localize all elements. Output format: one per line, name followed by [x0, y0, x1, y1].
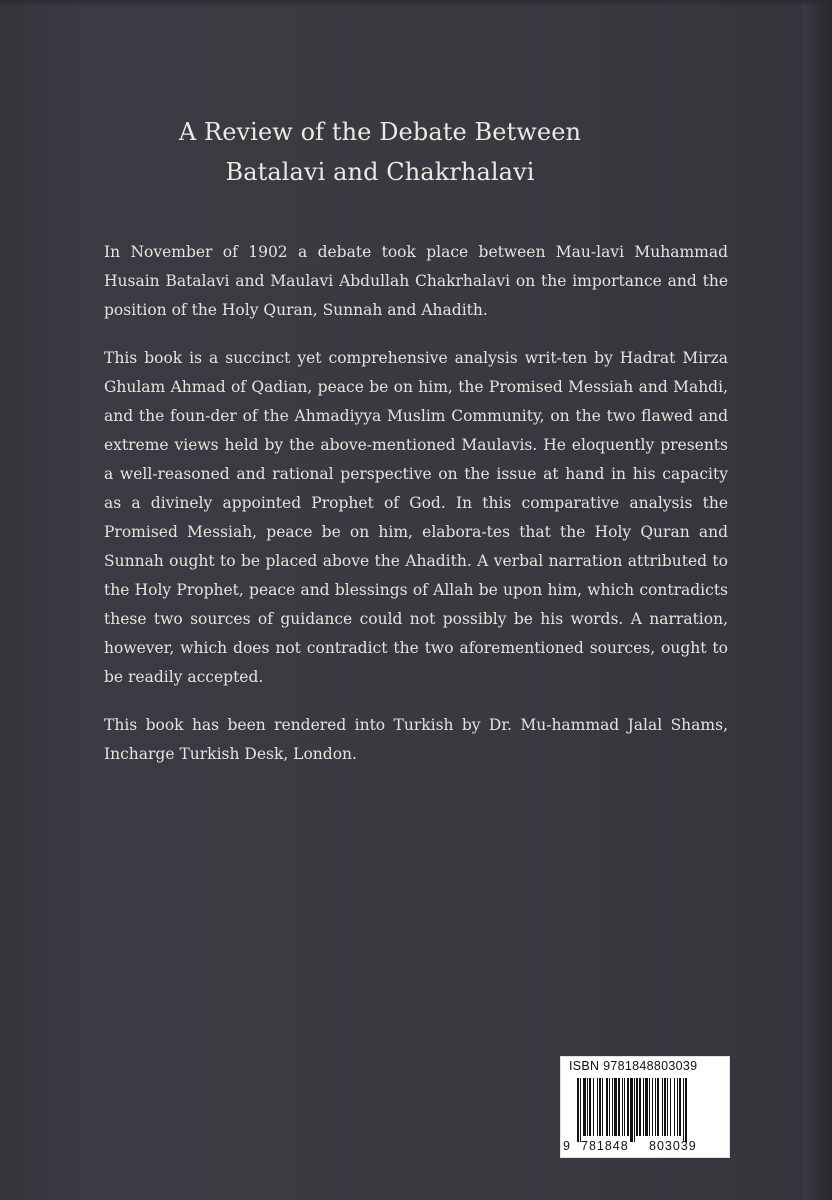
- barcode-bar: [664, 1078, 666, 1136]
- barcode-bar: [593, 1078, 594, 1136]
- isbn-lead-digit: 9: [563, 1139, 571, 1153]
- barcode-bar: [683, 1078, 684, 1142]
- barcode-bar: [667, 1078, 668, 1136]
- barcode-bar: [583, 1078, 586, 1136]
- barcode-bar: [587, 1078, 588, 1136]
- barcode-bar: [609, 1078, 610, 1136]
- barcode-bar: [599, 1078, 601, 1136]
- barcode-bar: [577, 1078, 579, 1142]
- barcode-bar: [636, 1078, 638, 1136]
- barcode-bar: [614, 1078, 617, 1136]
- barcode-bar: [662, 1078, 663, 1136]
- barcode-bar: [677, 1078, 678, 1136]
- top-edge-shadow: [0, 0, 832, 6]
- paragraph-translation: This book has been rendered into Turkish by Dr. Mu-hammad Jalal Shams, Incharge Turkish Desk, London.: [104, 716, 728, 763]
- barcode-bar: [630, 1078, 633, 1142]
- barcode-bar: [655, 1078, 656, 1136]
- barcode-bars: [577, 1078, 725, 1142]
- barcode-bar: [670, 1078, 671, 1136]
- barcode-bar: [634, 1078, 635, 1142]
- barcode-bar: [652, 1078, 653, 1136]
- isbn-digit-group-1: 781848: [581, 1139, 629, 1153]
- isbn-digit-group-2: 803039: [649, 1139, 697, 1153]
- paragraph-debate-intro: In November of 1902 a debate took place between Mau-lavi Muhammad Husain Batalavi and Maulavi Abdullah Chakrhalavi on the importance and the position of the Holy Quran, Sunnah and Ahadith.: [104, 243, 728, 319]
- barcode-bar: [627, 1078, 629, 1136]
- paragraph-analysis: This book is a succinct yet comprehensive analysis writ-ten by Hadrat Mirza Ghulam Ahmad of Qadian, peace be on him, the Promised Messiah and Mahdi, and the foun-der of the Ahmadiyya Muslim Community, on the two flawed and extreme views held by the above-mentioned Maulavis. He eloquently presents a well-reasoned and rational perspective on the issue at hand in his capacity as a divinely appointed Prophet of God. In this comparative analysis the Promised Messiah, peace be on him, elabora-tes that the Holy Quran and Sunnah ought to be placed above the Ahadith. A verbal narration attributed to the Holy Prophet, peace and blessings of Allah be upon him, which contradicts these two sources of guidance could not possibly be his words. A narration, however, which does not contradict the two aforementioned sources, ought to be readily accepted.: [104, 349, 728, 686]
- barcode-bar: [643, 1078, 644, 1136]
- barcode-bar: [674, 1078, 675, 1136]
- book-title: [0, 112, 760, 192]
- barcode-bar: [597, 1078, 598, 1136]
- title-line-1: A Review of the Debate Between: [178, 118, 582, 146]
- barcode-bar: [612, 1078, 613, 1136]
- isbn-label: ISBN 9781848803039: [569, 1059, 698, 1073]
- barcode-bar: [685, 1078, 687, 1142]
- barcode-bar: [580, 1078, 581, 1142]
- barcode-bar: [624, 1078, 625, 1136]
- barcode-bar: [602, 1078, 603, 1136]
- isbn-barcode: [560, 1056, 730, 1158]
- barcode-bar: [606, 1078, 608, 1136]
- barcode-bar: [618, 1078, 620, 1136]
- barcode-bar: [649, 1078, 650, 1136]
- barcode-bar: [639, 1078, 641, 1136]
- barcode-bar: [679, 1078, 681, 1136]
- barcode-bar: [645, 1078, 648, 1136]
- title-line-2: Batalavi and Chakrhalavi: [225, 158, 535, 186]
- barcode-bar: [657, 1078, 659, 1136]
- barcode-bar: [589, 1078, 591, 1136]
- barcode-bar: [622, 1078, 623, 1136]
- blurb: [104, 238, 728, 788]
- spine-edge: [802, 0, 832, 1200]
